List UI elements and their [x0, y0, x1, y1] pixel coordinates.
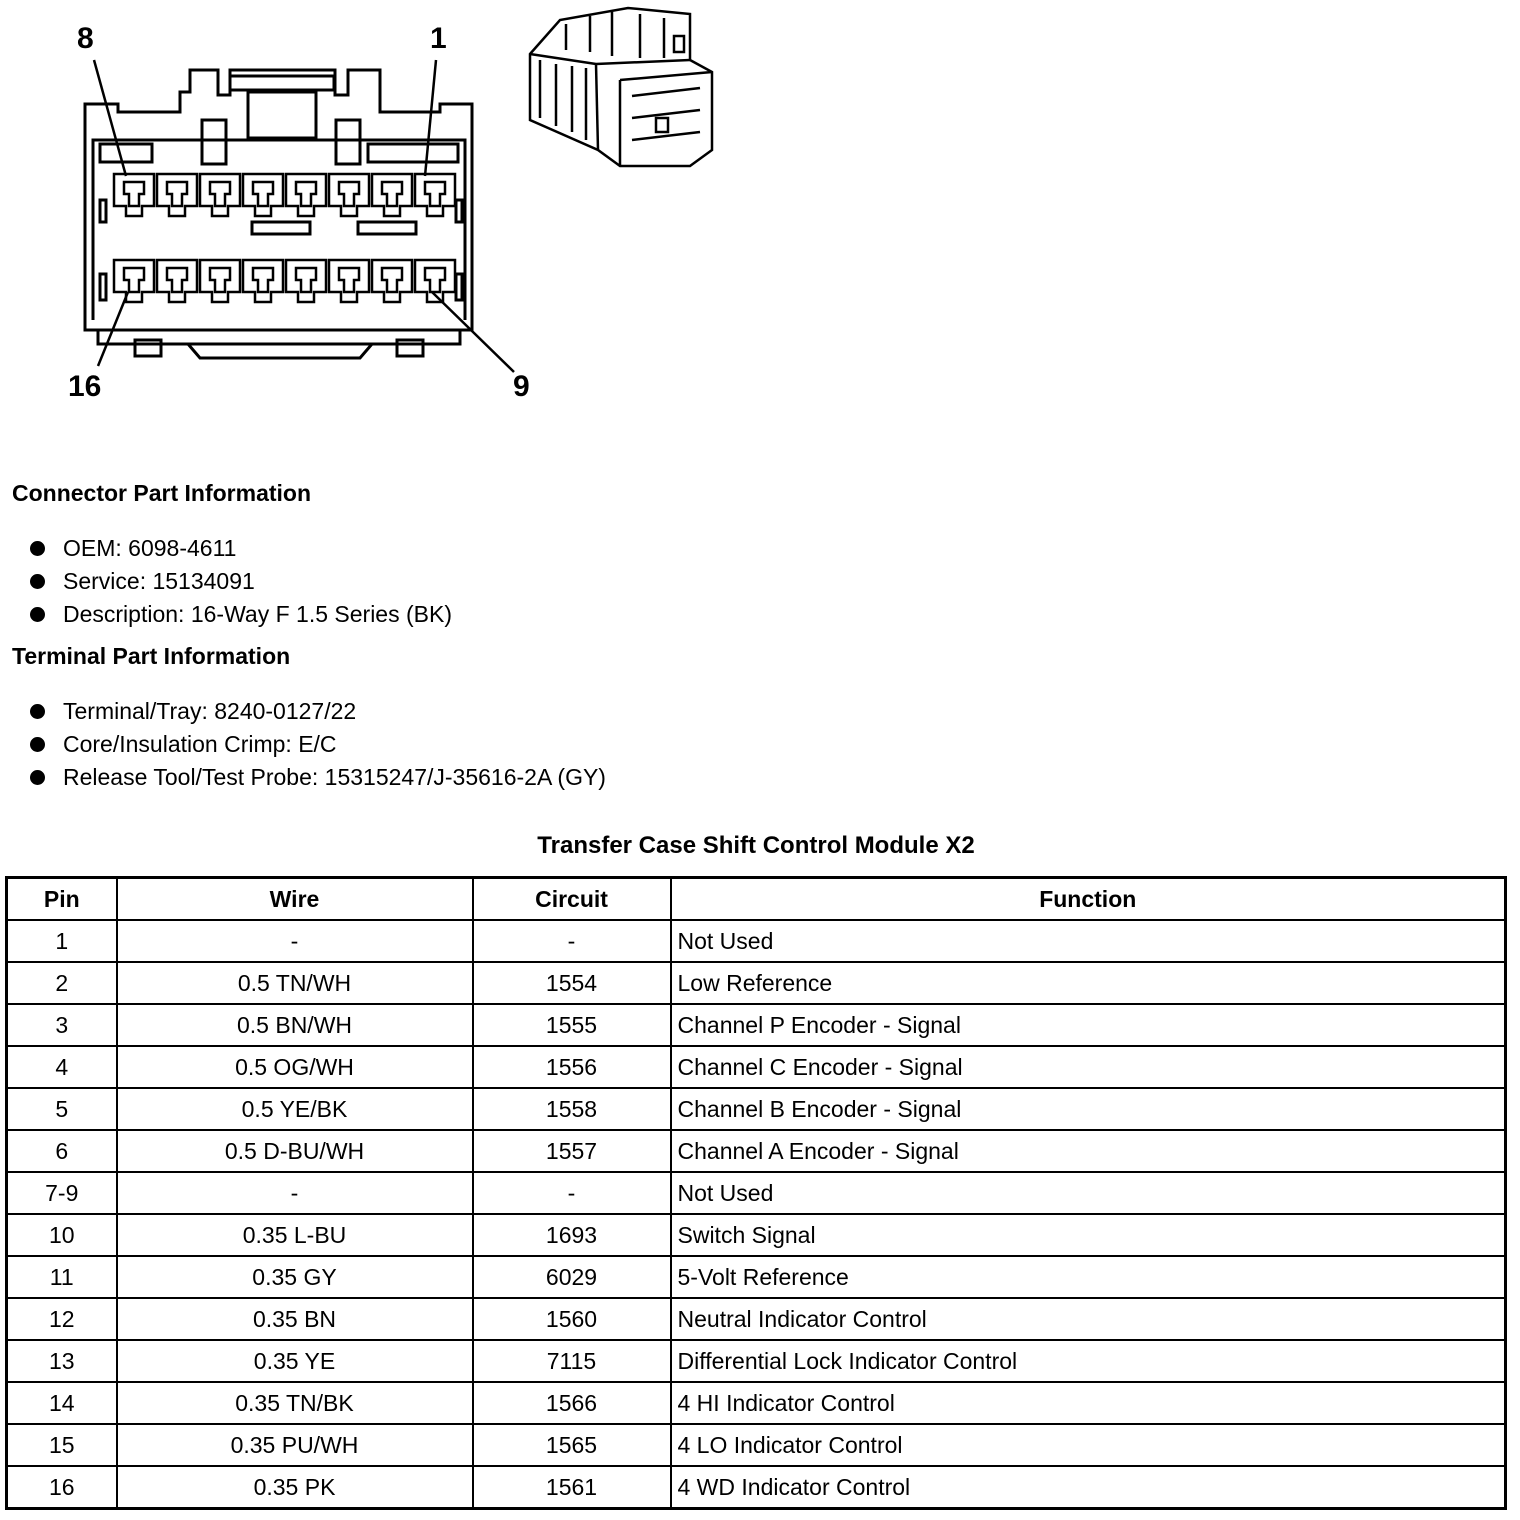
- table-row: [7, 1130, 1506, 1172]
- table-row: [7, 1424, 1506, 1466]
- cell-pin: 3: [7, 1004, 117, 1046]
- terminal-info-title: Terminal Part Information: [12, 643, 291, 669]
- cell-wire: 0.5 BN/WH: [117, 1004, 473, 1046]
- cell-function: Not Used: [671, 920, 1506, 962]
- pin-label-16: 16: [68, 370, 102, 403]
- cell-pin: 6: [7, 1130, 117, 1172]
- bullet-icon: [30, 574, 45, 589]
- cell-circuit: 1557: [473, 1130, 671, 1172]
- cell-circuit: 1565: [473, 1424, 671, 1466]
- cell-pin: 11: [7, 1256, 117, 1298]
- cell-pin: 16: [7, 1466, 117, 1509]
- table-row: [7, 1256, 1506, 1298]
- cell-circuit: -: [473, 1172, 671, 1214]
- cavity-row-top: [114, 174, 455, 216]
- cell-circuit: 1566: [473, 1382, 671, 1424]
- cell-circuit: -: [473, 920, 671, 962]
- cell-function: 4 LO Indicator Control: [671, 1424, 1506, 1466]
- cell-wire: 0.5 OG/WH: [117, 1046, 473, 1088]
- cell-pin: 5: [7, 1088, 117, 1130]
- cell-wire: 0.35 PU/WH: [117, 1424, 473, 1466]
- cell-circuit: 6029: [473, 1256, 671, 1298]
- list-item: Release Tool/Test Probe: 15315247/J-35616-2A (GY): [28, 761, 606, 794]
- cell-pin: 15: [7, 1424, 117, 1466]
- cell-wire: 0.35 TN/BK: [117, 1382, 473, 1424]
- cell-function: 4 WD Indicator Control: [671, 1466, 1506, 1509]
- cell-function: Not Used: [671, 1172, 1506, 1214]
- cell-wire: 0.35 YE: [117, 1340, 473, 1382]
- cell-wire: -: [117, 1172, 473, 1214]
- cell-function: Switch Signal: [671, 1214, 1506, 1256]
- bullet-icon: [30, 541, 45, 556]
- table-row: [7, 1340, 1506, 1382]
- cell-function: 4 HI Indicator Control: [671, 1382, 1506, 1424]
- cell-pin: 12: [7, 1298, 117, 1340]
- list-item: Core/Insulation Crimp: E/C: [28, 728, 606, 761]
- table-row: [7, 1172, 1506, 1214]
- bullet-icon: [30, 737, 45, 752]
- terminal-info-list: [28, 695, 606, 794]
- cell-function: Low Reference: [671, 962, 1506, 1004]
- pin-label-8: 8: [77, 22, 94, 55]
- list-item: Description: 16-Way F 1.5 Series (BK): [28, 598, 452, 631]
- cell-function: Differential Lock Indicator Control: [671, 1340, 1506, 1382]
- cell-wire: 0.35 L-BU: [117, 1214, 473, 1256]
- table-row: [7, 1298, 1506, 1340]
- table-row: [7, 1004, 1506, 1046]
- list-item: OEM: 6098-4611: [28, 532, 452, 565]
- cavity-row-bottom: [114, 260, 455, 302]
- cell-circuit: 1558: [473, 1088, 671, 1130]
- cell-pin: 1: [7, 920, 117, 962]
- cell-wire: 0.5 D-BU/WH: [117, 1130, 473, 1172]
- cell-circuit: 7115: [473, 1340, 671, 1382]
- table-title: Transfer Case Shift Control Module X2: [537, 832, 975, 859]
- bullet-icon: [30, 704, 45, 719]
- table-row: [7, 1466, 1506, 1509]
- table-row: [7, 962, 1506, 1004]
- table-row: [7, 1088, 1506, 1130]
- cell-pin: 2: [7, 962, 117, 1004]
- cell-wire: 0.35 GY: [117, 1256, 473, 1298]
- cell-pin: 4: [7, 1046, 117, 1088]
- cell-function: Neutral Indicator Control: [671, 1298, 1506, 1340]
- cell-circuit: 1554: [473, 962, 671, 1004]
- cell-pin: 10: [7, 1214, 117, 1256]
- cell-function: Channel P Encoder - Signal: [671, 1004, 1506, 1046]
- header-function: Function: [671, 878, 1506, 921]
- cell-function: Channel A Encoder - Signal: [671, 1130, 1506, 1172]
- connector-info-title: Connector Part Information: [12, 480, 312, 506]
- cell-wire: -: [117, 920, 473, 962]
- list-item: Service: 15134091: [28, 565, 452, 598]
- connector-info-list: [28, 532, 452, 631]
- cell-pin: 7-9: [7, 1172, 117, 1214]
- pin-label-1: 1: [430, 22, 447, 55]
- list-item: Terminal/Tray: 8240-0127/22: [28, 695, 606, 728]
- cell-circuit: 1560: [473, 1298, 671, 1340]
- connector-3d-view: [530, 8, 712, 166]
- cell-wire: 0.5 YE/BK: [117, 1088, 473, 1130]
- cell-function: Channel C Encoder - Signal: [671, 1046, 1506, 1088]
- connector-face-diagram: [0, 0, 740, 420]
- cell-function: 5-Volt Reference: [671, 1256, 1506, 1298]
- bullet-icon: [30, 607, 45, 622]
- cell-wire: 0.5 TN/WH: [117, 962, 473, 1004]
- cell-wire: 0.35 BN: [117, 1298, 473, 1340]
- header-circuit: Circuit: [473, 878, 671, 921]
- pinout-table: [5, 876, 1507, 1510]
- cell-circuit: 1561: [473, 1466, 671, 1509]
- table-row: [7, 1382, 1506, 1424]
- header-pin: Pin: [7, 878, 117, 921]
- table-row: [7, 1046, 1506, 1088]
- table-row: [7, 920, 1506, 962]
- cell-pin: 13: [7, 1340, 117, 1382]
- cell-circuit: 1555: [473, 1004, 671, 1046]
- header-wire: Wire: [117, 878, 473, 921]
- cell-function: Channel B Encoder - Signal: [671, 1088, 1506, 1130]
- cell-circuit: 1556: [473, 1046, 671, 1088]
- table-header-row: [7, 878, 1506, 921]
- pin-label-9: 9: [513, 370, 530, 403]
- table-row: [7, 1214, 1506, 1256]
- bullet-icon: [30, 770, 45, 785]
- cell-pin: 14: [7, 1382, 117, 1424]
- cell-wire: 0.35 PK: [117, 1466, 473, 1509]
- cell-circuit: 1693: [473, 1214, 671, 1256]
